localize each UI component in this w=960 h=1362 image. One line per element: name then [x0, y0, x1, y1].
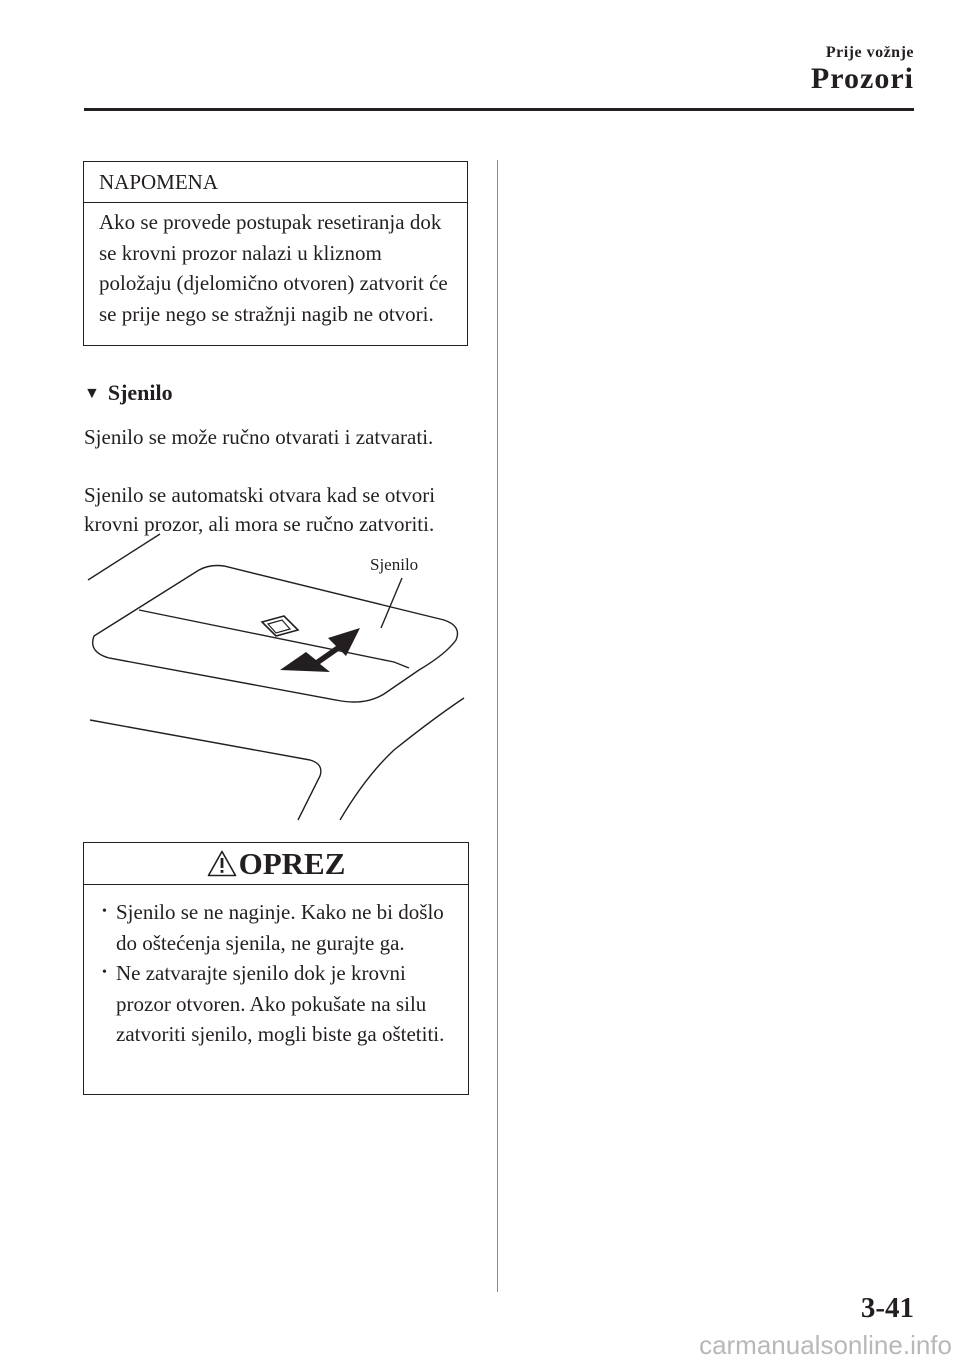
caution-item-text: Sjenilo se ne naginje. Kako ne bi došlo do oštećenja sjenila, ne gurajte ga. [116, 900, 444, 955]
paragraph-manual: Sjenilo se može ručno otvarati i zatvarati. [84, 425, 434, 449]
note-box [83, 161, 468, 346]
page-title: Prozori [810, 62, 914, 95]
watermark: carmanualsonline.info [699, 1330, 952, 1360]
note-heading: NAPOMENA [84, 162, 467, 203]
caution-box [83, 842, 469, 1095]
caution-item-text: Ne zatvarajte sjenilo dok je krovni prozor otvoren. Ako pokušate na silu zatvoriti sjenilo, mogli biste ga oštetiti. [116, 961, 445, 1046]
section-heading [84, 380, 173, 406]
caution-heading-text: OPREZ [238, 846, 346, 881]
caution-item [102, 897, 456, 958]
paragraph-automatic: Sjenilo se automatski otvara kad se otvori krovni prozor, ali mora se ručno zatvoriti. [84, 483, 436, 536]
header-rule [84, 108, 914, 111]
caution-item [102, 958, 456, 1050]
column-divider [497, 160, 498, 1292]
triangle-marker-icon: ▼ [84, 385, 100, 402]
bullet-icon: • [102, 965, 107, 980]
sunshade-illustration [84, 530, 476, 830]
section-label: Prije vožnje [825, 44, 914, 61]
illustration-label: Sjenilo [370, 555, 419, 574]
warning-triangle-icon [207, 850, 237, 877]
bullet-icon: • [102, 904, 107, 919]
caution-heading [84, 843, 468, 885]
section-heading-text: Sjenilo [107, 380, 173, 405]
note-text: Ako se provede postupak resetiranja dok se krovni prozor nalazi u kliznom položaju (djelomično otvoren) zatvorit će se prije nego se stražnji nagib ne otvori. [99, 210, 448, 326]
caution-list [84, 885, 468, 1050]
page-number: 3-41 [860, 1292, 914, 1324]
